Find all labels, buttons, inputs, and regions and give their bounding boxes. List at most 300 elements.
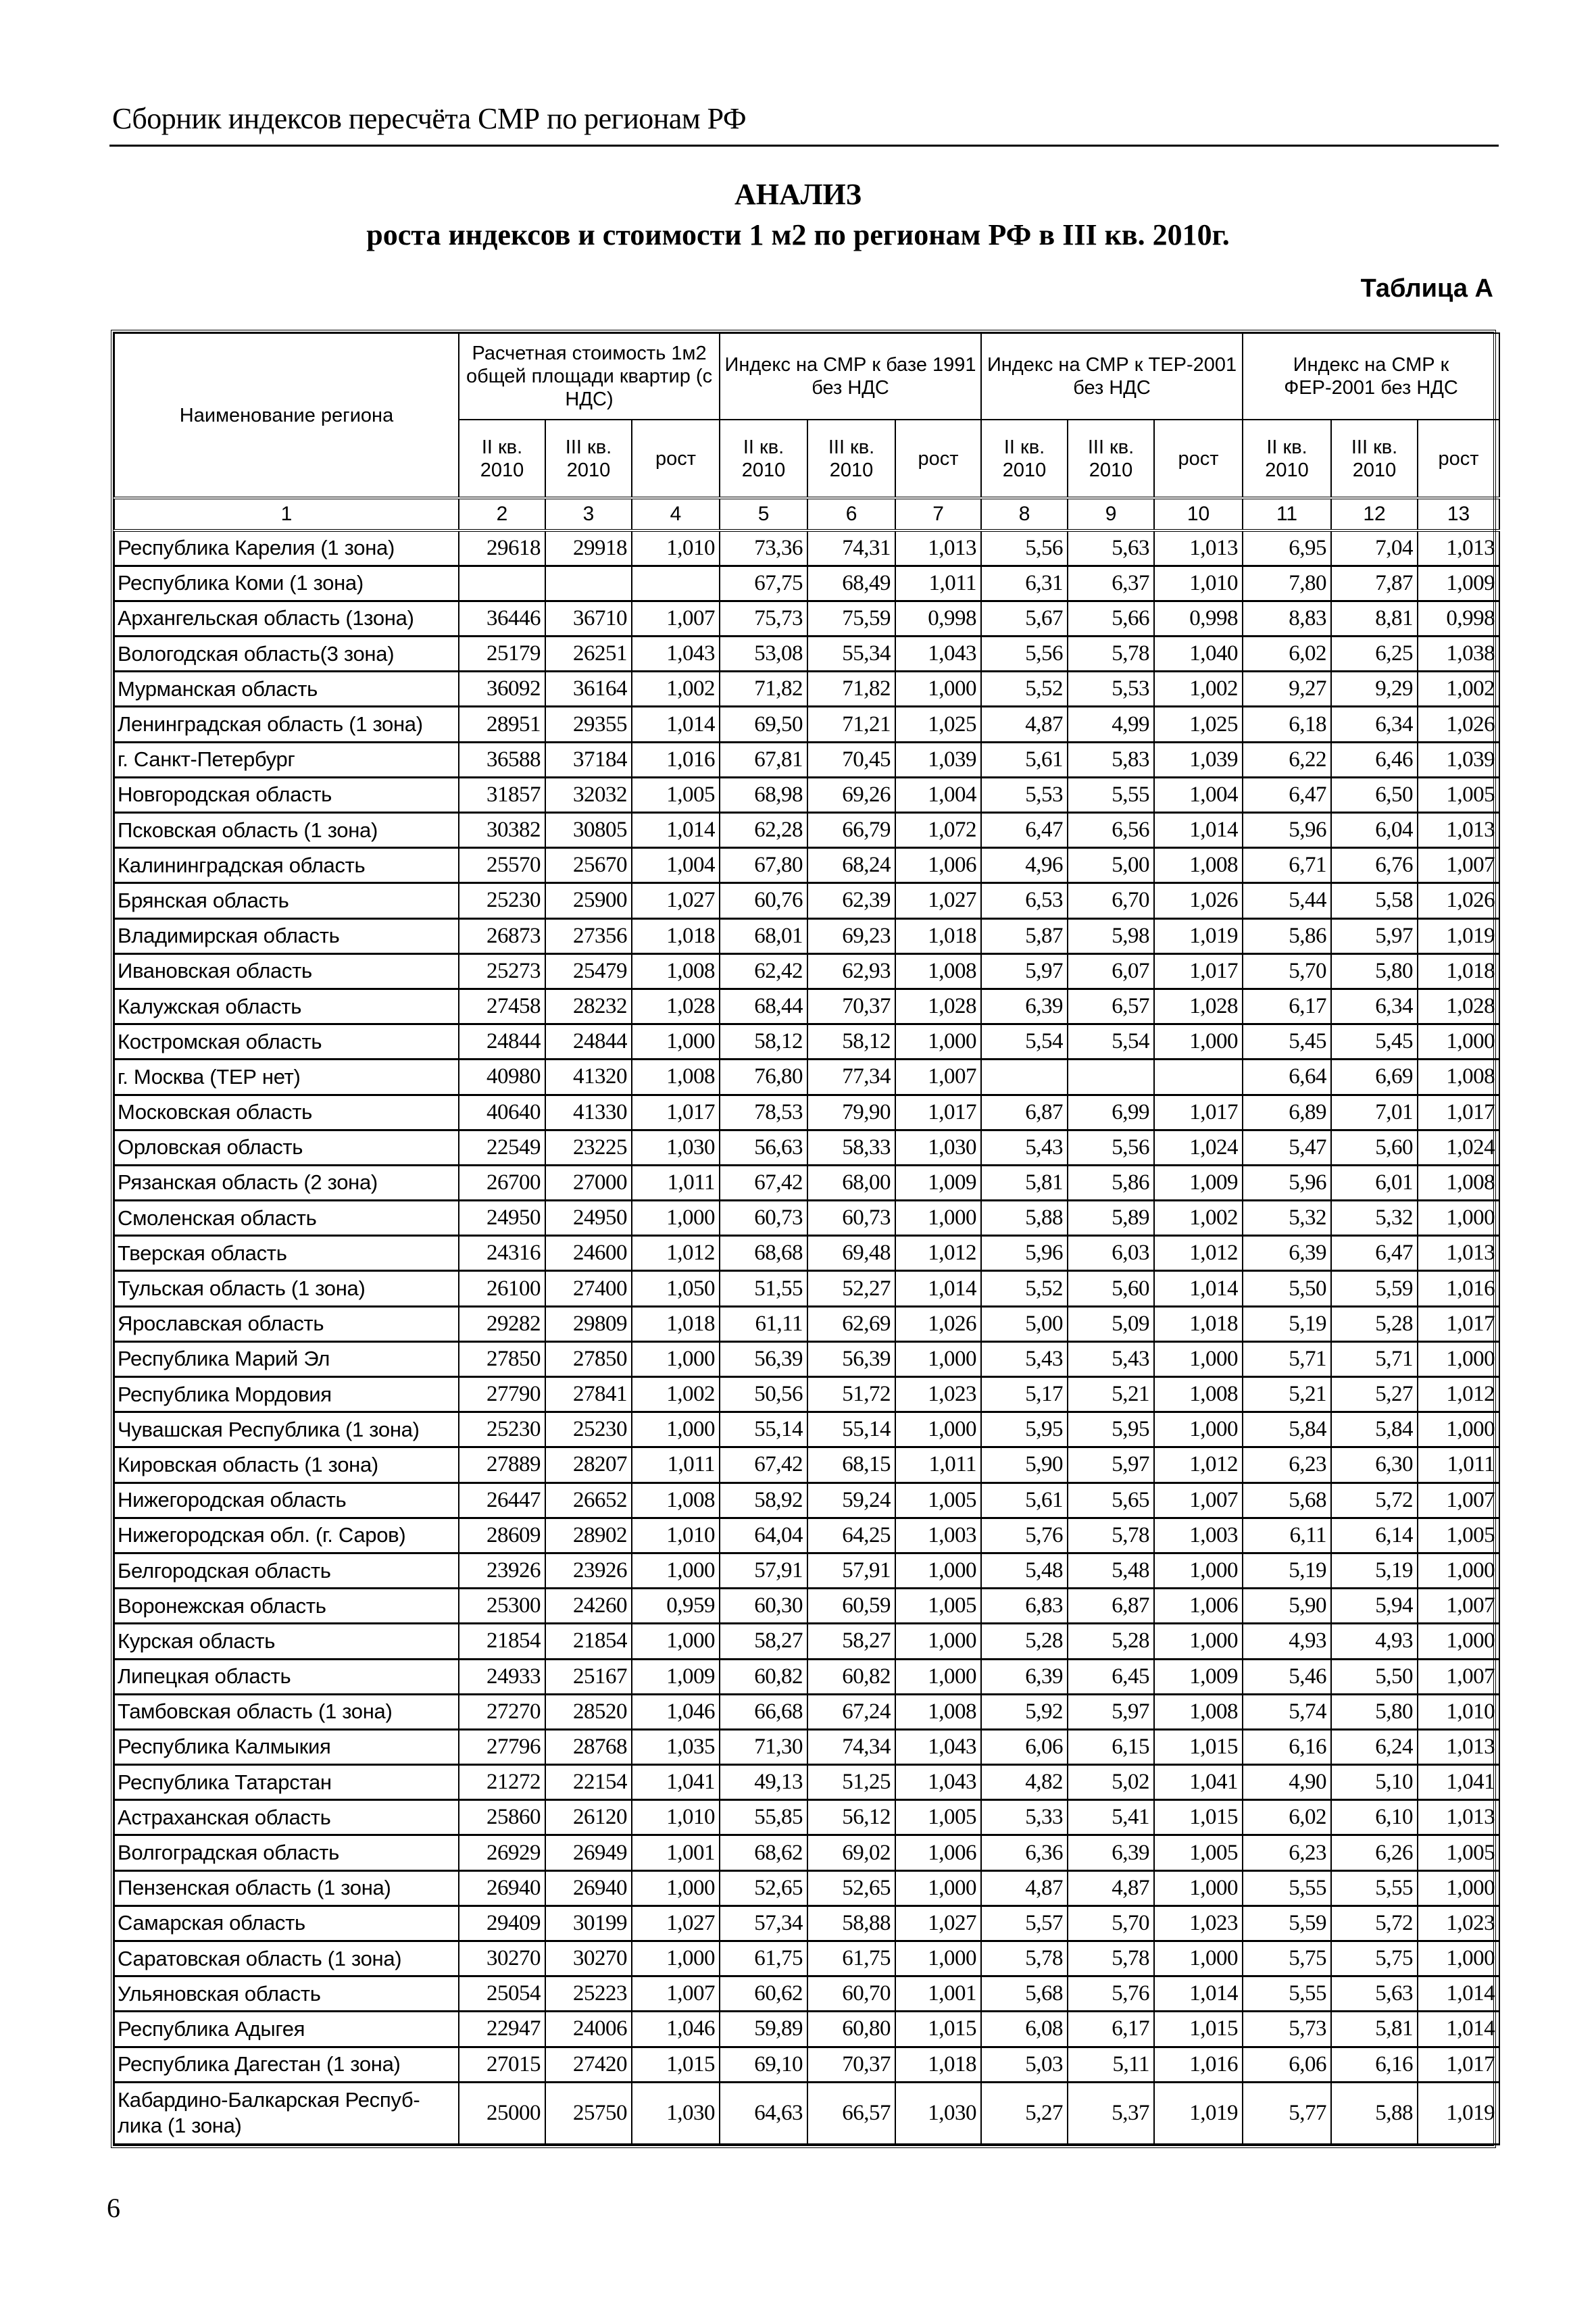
value-cell: 1,000 bbox=[1418, 1870, 1499, 1906]
value-cell: 27356 bbox=[545, 918, 632, 953]
value-cell: 5,03 bbox=[981, 2047, 1068, 2082]
value-cell: 26940 bbox=[459, 1870, 545, 1906]
header-q3-2010: III кв. 2010 bbox=[545, 420, 632, 498]
region-name-cell: Тульская область (1 зона) bbox=[114, 1271, 459, 1306]
value-cell: 1,017 bbox=[1418, 1095, 1499, 1130]
value-cell: 58,92 bbox=[720, 1483, 807, 1518]
value-cell: 1,000 bbox=[1154, 1341, 1243, 1376]
value-cell: 28609 bbox=[459, 1518, 545, 1553]
value-cell: 1,008 bbox=[1154, 1377, 1243, 1412]
value-cell: 5,59 bbox=[1243, 1906, 1331, 1941]
value-cell: 1,007 bbox=[1418, 1483, 1499, 1518]
value-cell: 1,028 bbox=[895, 989, 981, 1024]
value-cell: 1,043 bbox=[895, 637, 981, 672]
value-cell: 1,013 bbox=[1418, 1236, 1499, 1271]
value-cell: 1,013 bbox=[1418, 1800, 1499, 1835]
value-cell: 21854 bbox=[459, 1624, 545, 1659]
value-cell: 55,34 bbox=[807, 637, 895, 672]
value-cell: 1,000 bbox=[1154, 1412, 1243, 1447]
table-row bbox=[114, 1553, 1499, 1588]
region-name-cell: Тамбовская область (1 зона) bbox=[114, 1694, 459, 1729]
table-row bbox=[114, 1306, 1499, 1341]
value-cell: 6,02 bbox=[1243, 1800, 1331, 1835]
value-cell: 61,11 bbox=[720, 1306, 807, 1341]
value-cell: 8,83 bbox=[1243, 601, 1331, 636]
value-cell: 58,33 bbox=[807, 1130, 895, 1165]
value-cell: 6,87 bbox=[1068, 1589, 1154, 1624]
value-cell: 6,47 bbox=[981, 813, 1068, 848]
value-cell: 68,62 bbox=[720, 1835, 807, 1870]
value-cell: 1,018 bbox=[895, 918, 981, 953]
value-cell: 60,82 bbox=[720, 1659, 807, 1694]
value-cell: 25479 bbox=[545, 953, 632, 989]
value-cell: 1,000 bbox=[1418, 1341, 1499, 1376]
table-row bbox=[114, 1729, 1499, 1764]
value-cell: 5,78 bbox=[1068, 1518, 1154, 1553]
region-name-cell: Белгородская область bbox=[114, 1553, 459, 1588]
value-cell: 1,018 bbox=[895, 2047, 981, 2082]
region-name-cell: Смоленская область bbox=[114, 1201, 459, 1236]
value-cell: 5,21 bbox=[1243, 1377, 1331, 1412]
value-cell: 1,016 bbox=[632, 742, 720, 777]
value-cell: 5,68 bbox=[981, 1976, 1068, 2012]
value-cell: 68,44 bbox=[720, 989, 807, 1024]
value-cell: 1,012 bbox=[1418, 1377, 1499, 1412]
value-cell: 5,94 bbox=[1331, 1589, 1418, 1624]
value-cell: 69,26 bbox=[807, 777, 895, 812]
value-cell: 30270 bbox=[459, 1941, 545, 1976]
value-cell: 5,66 bbox=[1068, 601, 1154, 636]
value-cell bbox=[1068, 1060, 1154, 1095]
value-cell: 57,91 bbox=[807, 1553, 895, 1588]
value-cell: 0,998 bbox=[1154, 601, 1243, 636]
region-name-cell: Республика Коми (1 зона) bbox=[114, 566, 459, 601]
region-name-cell: Орловская область bbox=[114, 1130, 459, 1165]
table-row bbox=[114, 1835, 1499, 1870]
value-cell: 58,12 bbox=[720, 1024, 807, 1060]
value-cell: 41320 bbox=[545, 1060, 632, 1095]
value-cell: 1,007 bbox=[1418, 1659, 1499, 1694]
value-cell: 25179 bbox=[459, 637, 545, 672]
value-cell: 1,000 bbox=[1154, 1941, 1243, 1976]
value-cell: 5,95 bbox=[1068, 1412, 1154, 1447]
value-cell: 4,87 bbox=[981, 707, 1068, 742]
value-cell: 29618 bbox=[459, 530, 545, 566]
value-cell: 58,27 bbox=[720, 1624, 807, 1659]
column-number-row bbox=[114, 498, 1499, 530]
value-cell: 1,016 bbox=[1154, 2047, 1243, 2082]
value-cell: 6,50 bbox=[1331, 777, 1418, 812]
region-name-cell: г. Москва (ТЕР нет) bbox=[114, 1060, 459, 1095]
value-cell: 1,012 bbox=[895, 1236, 981, 1271]
value-cell: 1,008 bbox=[895, 953, 981, 989]
value-cell: 1,030 bbox=[895, 2082, 981, 2144]
value-cell: 22549 bbox=[459, 1130, 545, 1165]
value-cell: 1,002 bbox=[1418, 672, 1499, 707]
value-cell: 1,014 bbox=[895, 1271, 981, 1306]
value-cell: 6,39 bbox=[1068, 1835, 1154, 1870]
value-cell: 70,37 bbox=[807, 989, 895, 1024]
value-cell: 5,86 bbox=[1243, 918, 1331, 953]
table-row bbox=[114, 530, 1499, 566]
value-cell: 24600 bbox=[545, 1236, 632, 1271]
value-cell: 58,88 bbox=[807, 1906, 895, 1941]
value-cell: 24950 bbox=[459, 1201, 545, 1236]
value-cell: 1,043 bbox=[895, 1729, 981, 1764]
value-cell: 5,58 bbox=[1331, 883, 1418, 918]
value-cell: 23926 bbox=[545, 1553, 632, 1588]
value-cell: 1,028 bbox=[1418, 989, 1499, 1024]
value-cell: 1,000 bbox=[1418, 1553, 1499, 1588]
value-cell: 5,44 bbox=[1243, 883, 1331, 918]
value-cell: 26940 bbox=[545, 1870, 632, 1906]
value-cell: 6,17 bbox=[1068, 2012, 1154, 2047]
value-cell: 52,65 bbox=[807, 1870, 895, 1906]
value-cell: 1,000 bbox=[895, 1870, 981, 1906]
value-cell: 1,007 bbox=[632, 601, 720, 636]
value-cell: 5,09 bbox=[1068, 1306, 1154, 1341]
value-cell: 6,07 bbox=[1068, 953, 1154, 989]
value-cell: 62,42 bbox=[720, 953, 807, 989]
value-cell: 1,012 bbox=[1154, 1447, 1243, 1483]
region-name-cell: Московская область bbox=[114, 1095, 459, 1130]
value-cell: 1,019 bbox=[1154, 2082, 1243, 2144]
value-cell: 1,013 bbox=[1418, 1729, 1499, 1764]
header-growth: рост bbox=[1154, 420, 1243, 498]
value-cell: 64,63 bbox=[720, 2082, 807, 2144]
value-cell: 5,92 bbox=[981, 1694, 1068, 1729]
header-group-index-fer: Индекс на СМР к ФЕР-2001 без НДС bbox=[1243, 333, 1499, 420]
value-cell: 1,009 bbox=[1154, 1165, 1243, 1200]
value-cell: 5,80 bbox=[1331, 953, 1418, 989]
table-row bbox=[114, 1271, 1499, 1306]
value-cell: 32032 bbox=[545, 777, 632, 812]
value-cell: 60,62 bbox=[720, 1976, 807, 2012]
value-cell: 1,010 bbox=[632, 530, 720, 566]
value-cell: 5,88 bbox=[1331, 2082, 1418, 2144]
value-cell: 1,000 bbox=[1154, 1553, 1243, 1588]
value-cell: 58,27 bbox=[807, 1624, 895, 1659]
region-name-cell: Республика Марий Эл bbox=[114, 1341, 459, 1376]
table-row bbox=[114, 1589, 1499, 1624]
value-cell: 56,39 bbox=[807, 1341, 895, 1376]
value-cell: 1,000 bbox=[895, 1201, 981, 1236]
value-cell: 5,28 bbox=[981, 1624, 1068, 1659]
region-name-cell: Нижегородская обл. (г. Саров) bbox=[114, 1518, 459, 1553]
value-cell: 5,71 bbox=[1243, 1341, 1331, 1376]
value-cell: 1,023 bbox=[1154, 1906, 1243, 1941]
value-cell: 28232 bbox=[545, 989, 632, 1024]
value-cell: 6,83 bbox=[981, 1589, 1068, 1624]
value-cell: 24316 bbox=[459, 1236, 545, 1271]
table-row bbox=[114, 883, 1499, 918]
value-cell: 0,998 bbox=[1418, 601, 1499, 636]
value-cell: 57,91 bbox=[720, 1553, 807, 1588]
value-cell: 5,75 bbox=[1243, 1941, 1331, 1976]
value-cell: 36164 bbox=[545, 672, 632, 707]
value-cell: 5,67 bbox=[981, 601, 1068, 636]
region-name-cell: Республика Карелия (1 зона) bbox=[114, 530, 459, 566]
value-cell: 5,81 bbox=[1331, 2012, 1418, 2047]
value-cell: 61,75 bbox=[720, 1941, 807, 1976]
value-cell: 1,005 bbox=[895, 1589, 981, 1624]
value-cell: 6,24 bbox=[1331, 1729, 1418, 1764]
value-cell: 0,998 bbox=[895, 601, 981, 636]
value-cell: 1,030 bbox=[632, 2082, 720, 2144]
value-cell: 21854 bbox=[545, 1624, 632, 1659]
value-cell: 30270 bbox=[545, 1941, 632, 1976]
region-name-cell: Костромская область bbox=[114, 1024, 459, 1060]
value-cell: 5,73 bbox=[1243, 2012, 1331, 2047]
value-cell: 5,00 bbox=[1068, 848, 1154, 883]
value-cell: 1,004 bbox=[1154, 777, 1243, 812]
value-cell: 5,80 bbox=[1331, 1694, 1418, 1729]
table-row bbox=[114, 1165, 1499, 1200]
header-q2-2010: II кв. 2010 bbox=[459, 420, 545, 498]
region-name-cell: Липецкая область bbox=[114, 1659, 459, 1694]
value-cell: 5,89 bbox=[1068, 1201, 1154, 1236]
value-cell: 1,014 bbox=[1418, 1976, 1499, 2012]
table-row bbox=[114, 672, 1499, 707]
value-cell: 1,000 bbox=[1154, 1024, 1243, 1060]
column-number: 5 bbox=[720, 498, 807, 530]
value-cell: 1,014 bbox=[632, 707, 720, 742]
table-row bbox=[114, 813, 1499, 848]
value-cell: 1,009 bbox=[1154, 1659, 1243, 1694]
value-cell: 60,73 bbox=[807, 1201, 895, 1236]
value-cell: 1,017 bbox=[632, 1095, 720, 1130]
value-cell: 25750 bbox=[545, 2082, 632, 2144]
region-name-cell: Брянская область bbox=[114, 883, 459, 918]
value-cell: 5,56 bbox=[1068, 1130, 1154, 1165]
value-cell: 1,000 bbox=[632, 1870, 720, 1906]
value-cell: 7,87 bbox=[1331, 566, 1418, 601]
value-cell: 1,027 bbox=[895, 883, 981, 918]
header-growth: рост bbox=[632, 420, 720, 498]
value-cell: 55,14 bbox=[807, 1412, 895, 1447]
value-cell: 5,43 bbox=[981, 1341, 1068, 1376]
region-name-cell: Псковская область (1 зона) bbox=[114, 813, 459, 848]
value-cell: 5,78 bbox=[1068, 637, 1154, 672]
value-cell: 26251 bbox=[545, 637, 632, 672]
value-cell: 4,90 bbox=[1243, 1765, 1331, 1800]
value-cell: 4,82 bbox=[981, 1765, 1068, 1800]
value-cell: 75,73 bbox=[720, 601, 807, 636]
value-cell: 1,000 bbox=[632, 1553, 720, 1588]
value-cell: 6,04 bbox=[1331, 813, 1418, 848]
value-cell: 28520 bbox=[545, 1694, 632, 1729]
value-cell: 1,008 bbox=[632, 1060, 720, 1095]
table-row bbox=[114, 637, 1499, 672]
value-cell: 1,041 bbox=[1418, 1765, 1499, 1800]
value-cell: 6,69 bbox=[1331, 1060, 1418, 1095]
value-cell: 5,41 bbox=[1068, 1800, 1154, 1835]
value-cell: 27420 bbox=[545, 2047, 632, 2082]
value-cell: 1,011 bbox=[632, 1165, 720, 1200]
value-cell: 1,008 bbox=[632, 953, 720, 989]
value-cell: 51,72 bbox=[807, 1377, 895, 1412]
column-number: 13 bbox=[1418, 498, 1499, 530]
value-cell: 67,42 bbox=[720, 1165, 807, 1200]
value-cell: 5,76 bbox=[981, 1518, 1068, 1553]
value-cell: 5,56 bbox=[981, 637, 1068, 672]
value-cell: 6,23 bbox=[1243, 1835, 1331, 1870]
value-cell: 6,56 bbox=[1068, 813, 1154, 848]
value-cell: 6,16 bbox=[1243, 1729, 1331, 1764]
value-cell: 5,60 bbox=[1068, 1271, 1154, 1306]
value-cell: 5,90 bbox=[1243, 1589, 1331, 1624]
value-cell: 1,009 bbox=[1418, 566, 1499, 601]
header-q2-2010: II кв. 2010 bbox=[720, 420, 807, 498]
value-cell: 60,76 bbox=[720, 883, 807, 918]
value-cell: 5,47 bbox=[1243, 1130, 1331, 1165]
header-q3-2010: III кв. 2010 bbox=[1068, 420, 1154, 498]
value-cell: 1,043 bbox=[895, 1765, 981, 1800]
column-number: 6 bbox=[807, 498, 895, 530]
value-cell: 58,12 bbox=[807, 1024, 895, 1060]
value-cell: 68,15 bbox=[807, 1447, 895, 1483]
value-cell: 5,78 bbox=[981, 1941, 1068, 1976]
value-cell: 1,000 bbox=[632, 1201, 720, 1236]
value-cell: 67,80 bbox=[720, 848, 807, 883]
column-number: 11 bbox=[1243, 498, 1331, 530]
value-cell: 25230 bbox=[545, 1412, 632, 1447]
value-cell: 25860 bbox=[459, 1800, 545, 1835]
region-name-cell: Кабардино-Балкарская Респуб-лика (1 зона) bbox=[114, 2082, 459, 2144]
value-cell: 5,71 bbox=[1331, 1341, 1418, 1376]
value-cell: 26120 bbox=[545, 1800, 632, 1835]
region-name-cell: Ульяновская область bbox=[114, 1976, 459, 2012]
value-cell: 1,015 bbox=[1154, 1729, 1243, 1764]
value-cell: 1,000 bbox=[632, 1024, 720, 1060]
value-cell: 5,70 bbox=[1068, 1906, 1154, 1941]
value-cell: 1,011 bbox=[1418, 1447, 1499, 1483]
value-cell: 5,50 bbox=[1331, 1659, 1418, 1694]
value-cell: 5,97 bbox=[1068, 1447, 1154, 1483]
value-cell: 5,59 bbox=[1331, 1271, 1418, 1306]
value-cell: 40640 bbox=[459, 1095, 545, 1130]
value-cell: 1,000 bbox=[1418, 1941, 1499, 1976]
value-cell: 27270 bbox=[459, 1694, 545, 1729]
value-cell: 1,039 bbox=[1418, 742, 1499, 777]
value-cell: 6,53 bbox=[981, 883, 1068, 918]
value-cell: 4,96 bbox=[981, 848, 1068, 883]
table-row bbox=[114, 1906, 1499, 1941]
value-cell: 28768 bbox=[545, 1729, 632, 1764]
value-cell: 1,008 bbox=[1154, 848, 1243, 883]
region-name-cell: Владимирская область bbox=[114, 918, 459, 953]
value-cell: 1,008 bbox=[1418, 1060, 1499, 1095]
header-growth: рост bbox=[1418, 420, 1499, 498]
value-cell: 1,010 bbox=[1418, 1694, 1499, 1729]
value-cell: 56,39 bbox=[720, 1341, 807, 1376]
value-cell: 62,28 bbox=[720, 813, 807, 848]
value-cell: 40980 bbox=[459, 1060, 545, 1095]
value-cell: 5,77 bbox=[1243, 2082, 1331, 2144]
value-cell: 1,006 bbox=[1154, 1589, 1243, 1624]
table-row bbox=[114, 1447, 1499, 1483]
value-cell: 5,96 bbox=[1243, 1165, 1331, 1200]
value-cell: 1,015 bbox=[632, 2047, 720, 2082]
column-number: 3 bbox=[545, 498, 632, 530]
header-group-cost: Расчетная стоимость 1м2 общей площади квартир (с НДС) bbox=[459, 333, 720, 420]
value-cell: 60,80 bbox=[807, 2012, 895, 2047]
value-cell: 5,19 bbox=[1243, 1553, 1331, 1588]
value-cell: 67,81 bbox=[720, 742, 807, 777]
value-cell: 50,56 bbox=[720, 1377, 807, 1412]
value-cell: 1,017 bbox=[895, 1095, 981, 1130]
value-cell: 66,57 bbox=[807, 2082, 895, 2144]
region-name-cell: Рязанская область (2 зона) bbox=[114, 1165, 459, 1200]
value-cell: 1,002 bbox=[1154, 672, 1243, 707]
value-cell: 5,97 bbox=[1068, 1694, 1154, 1729]
value-cell: 1,013 bbox=[1154, 530, 1243, 566]
value-cell: 1,000 bbox=[1418, 1412, 1499, 1447]
value-cell: 1,005 bbox=[1418, 1835, 1499, 1870]
value-cell: 6,47 bbox=[1243, 777, 1331, 812]
value-cell bbox=[632, 566, 720, 601]
value-cell: 52,27 bbox=[807, 1271, 895, 1306]
value-cell: 6,39 bbox=[981, 1659, 1068, 1694]
value-cell: 1,005 bbox=[632, 777, 720, 812]
value-cell: 6,25 bbox=[1331, 637, 1418, 672]
value-cell: 4,93 bbox=[1331, 1624, 1418, 1659]
value-cell: 77,34 bbox=[807, 1060, 895, 1095]
value-cell: 1,041 bbox=[632, 1765, 720, 1800]
header-growth: рост bbox=[895, 420, 981, 498]
value-cell: 1,000 bbox=[895, 1341, 981, 1376]
value-cell: 5,86 bbox=[1068, 1165, 1154, 1200]
header-q2-2010: II кв. 2010 bbox=[981, 420, 1068, 498]
header-region: Наименование региона bbox=[114, 333, 459, 498]
value-cell: 1,005 bbox=[895, 1800, 981, 1835]
value-cell: 64,25 bbox=[807, 1518, 895, 1553]
region-name-cell: Вологодская область(3 зона) bbox=[114, 637, 459, 672]
value-cell: 62,39 bbox=[807, 883, 895, 918]
value-cell: 1,003 bbox=[1154, 1518, 1243, 1553]
value-cell: 6,76 bbox=[1331, 848, 1418, 883]
value-cell: 1,000 bbox=[895, 1024, 981, 1060]
value-cell: 1,005 bbox=[1418, 777, 1499, 812]
value-cell: 1,000 bbox=[895, 1941, 981, 1976]
value-cell: 68,49 bbox=[807, 566, 895, 601]
value-cell: 1,002 bbox=[632, 672, 720, 707]
region-name-cell: Республика Адыгея bbox=[114, 2012, 459, 2047]
value-cell: 27400 bbox=[545, 1271, 632, 1306]
value-cell: 1,014 bbox=[1154, 813, 1243, 848]
value-cell: 6,22 bbox=[1243, 742, 1331, 777]
value-cell: 59,89 bbox=[720, 2012, 807, 2047]
value-cell: 7,80 bbox=[1243, 566, 1331, 601]
value-cell: 31857 bbox=[459, 777, 545, 812]
column-number: 10 bbox=[1154, 498, 1243, 530]
value-cell: 6,39 bbox=[1243, 1236, 1331, 1271]
value-cell: 67,24 bbox=[807, 1694, 895, 1729]
value-cell: 6,01 bbox=[1331, 1165, 1418, 1200]
value-cell: 1,002 bbox=[632, 1377, 720, 1412]
value-cell: 6,02 bbox=[1243, 637, 1331, 672]
table-row bbox=[114, 1095, 1499, 1130]
header-q2-2010: II кв. 2010 bbox=[1243, 420, 1331, 498]
value-cell: 6,95 bbox=[1243, 530, 1331, 566]
table-row bbox=[114, 707, 1499, 742]
value-cell: 6,31 bbox=[981, 566, 1068, 601]
value-cell: 1,013 bbox=[895, 530, 981, 566]
value-cell: 67,75 bbox=[720, 566, 807, 601]
value-cell: 5,61 bbox=[981, 1483, 1068, 1518]
analysis-table bbox=[114, 332, 1500, 2145]
value-cell: 7,04 bbox=[1331, 530, 1418, 566]
